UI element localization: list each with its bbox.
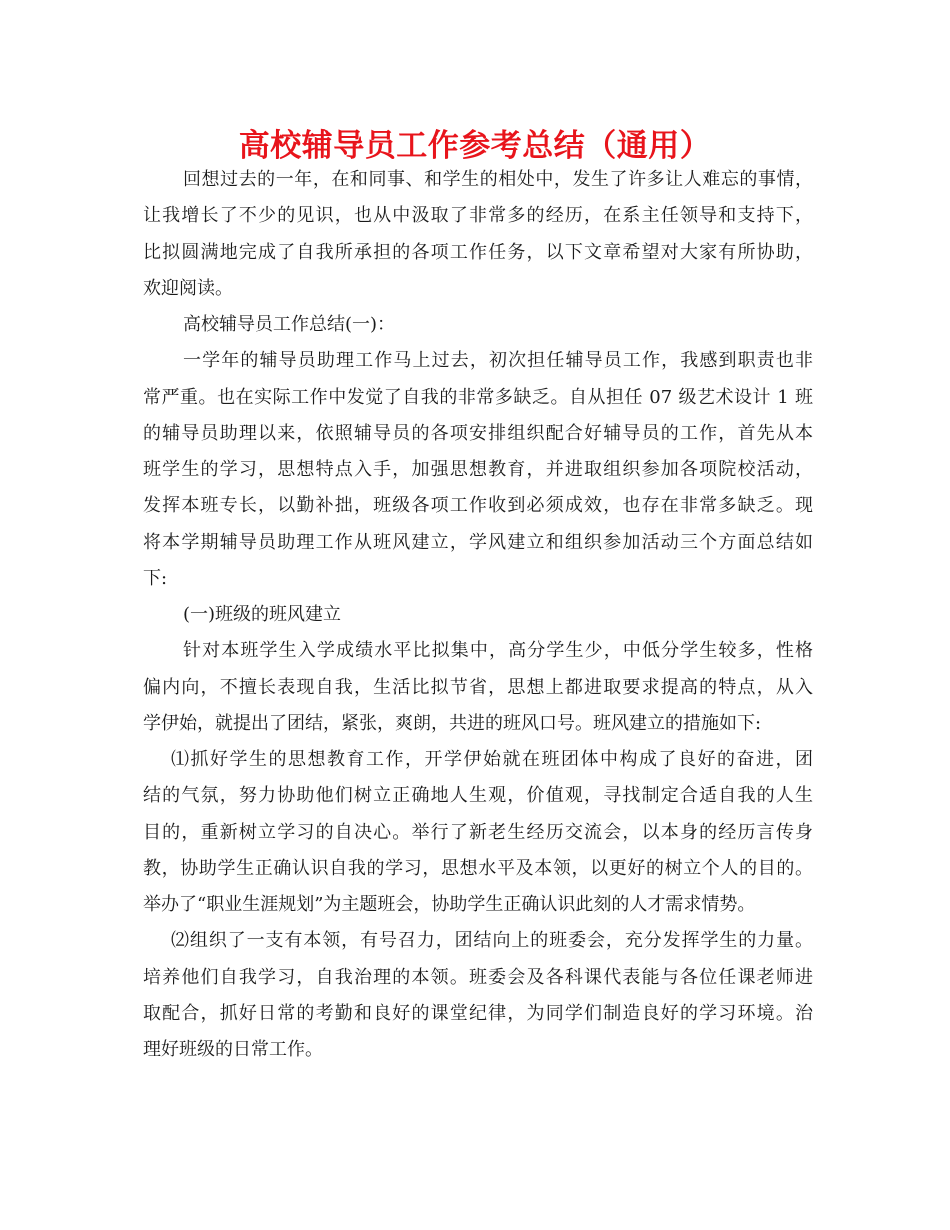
text-line: 理好班级的日常工作。 (143, 1039, 323, 1060)
text-line: 比拟圆满地完成了自我所承担的各项工作任务，以下文章希望对大家有所协助， (143, 241, 813, 263)
document-title: 高校辅导员工作参考总结（通用） (238, 128, 712, 164)
text-line: 一学年的辅导员助理工作马上过去，初次担任辅导员工作，我感到职责也非 (183, 350, 813, 372)
text-line: 学伊始，就提出了团结，紧张，爽朗，共进的班风口号。班风建立的措施如下: (143, 712, 762, 734)
text-line: 的辅导员助理以来，依照辅导员的各项安排组织配合好辅导员的工作，首先从本 (143, 422, 813, 444)
text-line: 针对本班学生入学成绩水平比拟集中，高分学生少，中低分学生较多，性格 (183, 640, 813, 662)
text-line: 取配合，抓好日常的考勤和良好的课堂纪律，为同学们制造良好的学习环境。治 (143, 1002, 813, 1024)
text-line: ⑴抓好学生的思想教育工作，开学伊始就在班团体中构成了良好的奋进，团 (171, 749, 813, 770)
text-line: 结的气氛，努力协助他们树立正确地人生观，价值观，寻找制定合适自我的人生 (143, 785, 813, 807)
text-line: 目的，重新树立学习的自决心。举行了新老生经历交流会，以本身的经历言传身 (143, 821, 813, 843)
text-line: ⑵组织了一支有本领，有号召力，团结向上的班委会，充分发挥学生的力量。 (171, 930, 813, 952)
text-line: 发挥本班专长，以勤补拙，班级各项工作收到必须成效，也存在非常多缺乏。现 (143, 495, 813, 517)
section-heading: 高校辅导员工作总结(一)： (183, 314, 396, 335)
text-line: 将本学期辅导员助理工作从班风建立，学风建立和组织参加活动三个方面总结如 (143, 531, 813, 553)
text-line: 让我增长了不少的见识，也从中汲取了非常多的经历，在系主任领导和支持下， (143, 205, 813, 227)
document-body (143, 162, 813, 1068)
subsection-heading: (一)班级的班风建立 (183, 604, 342, 625)
text-line: 回想过去的一年，在和同事、和学生的相处中，发生了许多让人难忘的事情， (183, 169, 813, 190)
text-line: 班学生的学习，思想特点入手，加强思想教育，并进取组织参加各项院校活动， (143, 459, 813, 480)
text-line: 举办了“职业生涯规划”为主题班会，协助学生正确认识此刻的人才需求情势。 (143, 894, 756, 915)
text-line: 教，协助学生正确认识自我的学习，思想水平及本领，以更好的树立个人的目的。 (143, 857, 813, 879)
text-line: 常严重。也在实际工作中发觉了自我的非常多缺乏。自从担任 07 级艺术设计 1 班 (143, 386, 813, 408)
text-line: 欢迎阅读。 (143, 277, 233, 299)
text-line: 培养他们自我学习，自我治理的本领。班委会及各科课代表能与各位任课老师进 (143, 966, 813, 988)
text-line: 偏内向，不擅长表现自我，生活比拟节省，思想上都进取要求提高的特点，从入 (143, 676, 813, 698)
text-line: 下: (143, 567, 168, 589)
